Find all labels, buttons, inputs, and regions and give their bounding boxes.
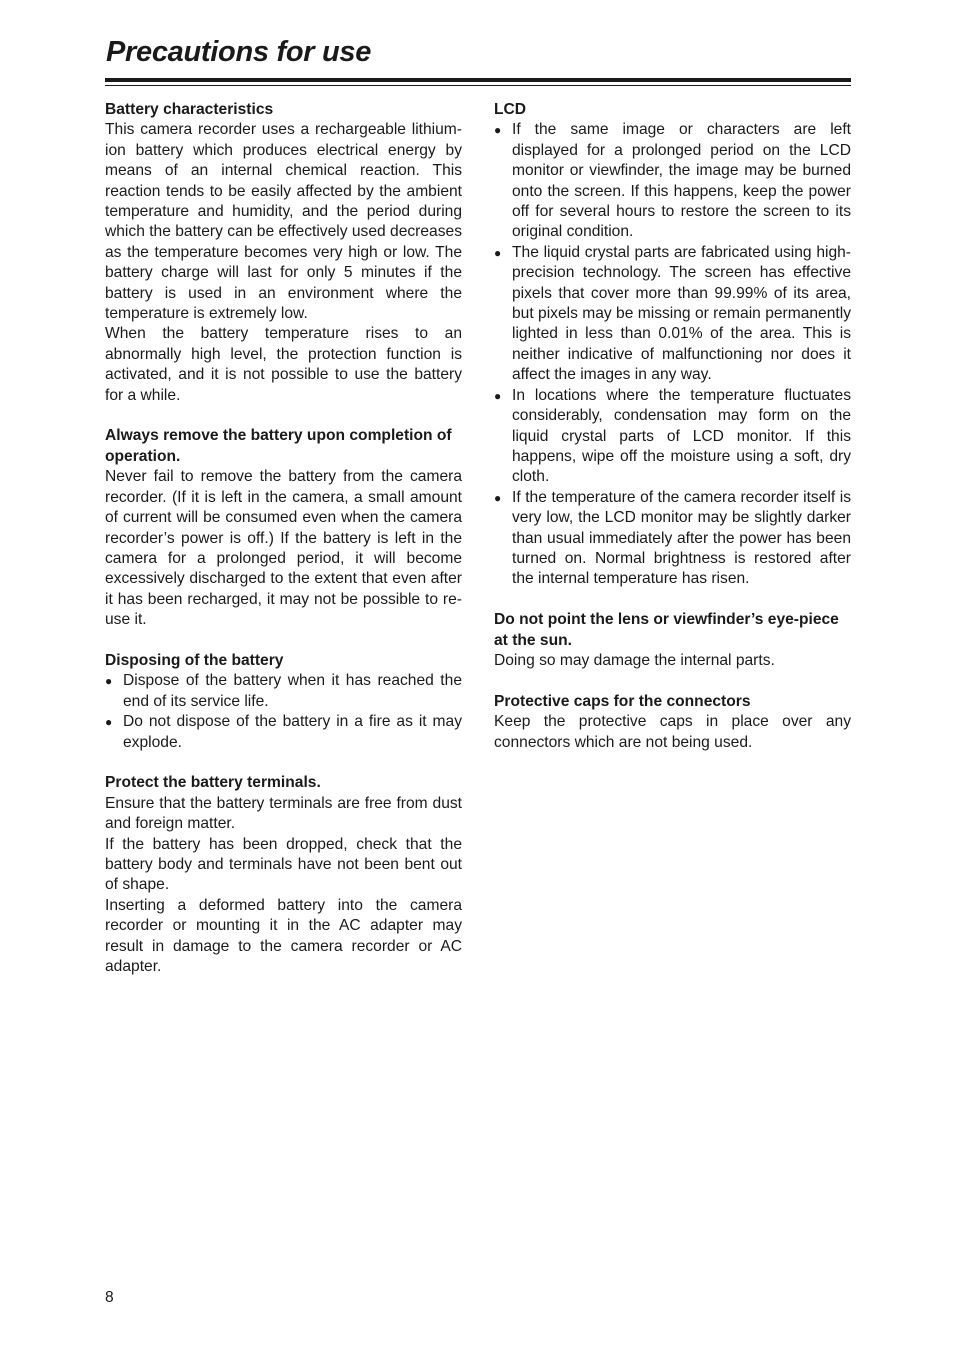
list-item — [494, 120, 851, 242]
right-column — [494, 100, 851, 773]
section-heading: Always remove the battery upon completion of operation. — [105, 427, 452, 465]
bullet-icon: ● — [494, 388, 502, 403]
list-item-text: If the same image or characters are left displayed for a prolonged period on the LCD monitor or viewfinder, the image may be burned onto the screen. If this happens, keep the power off for several hours to restore the screen to its original condition. — [512, 121, 851, 241]
list-item-text: If the temperature of the camera recorder itself is very low, the LCD monitor may be slightly darker than usual immediately after the power has been turned on. Normal brightness is restored after the internal temperature has risen. — [512, 488, 851, 588]
list-item-text: The liquid crystal parts are fabricated using high-precision technology. The screen has effective pixels that cover more than 99.99% of its area, but pixels may be missing or remain permanently lighted in less than 0.01% of the area. This is neither indicative of malfunctioning nor does it affect the images in any way. — [512, 243, 851, 384]
paragraph: Inserting a deformed battery into the camera recorder or mounting it in the AC adapter may result in damage to the camera recorder or AC adapter. — [105, 896, 462, 976]
section-remove-battery — [105, 426, 462, 630]
section-heading: LCD — [494, 101, 527, 118]
list-item — [494, 386, 851, 488]
bullet-icon: ● — [494, 123, 502, 138]
list-item-text: In locations where the temperature fluctuates considerably, condensation may form on the liquid crystal parts of LCD monitor. If this happens, wipe off the moisture using a soft, dry cloth. — [512, 386, 851, 486]
bullet-icon: ● — [494, 490, 502, 505]
paragraph: This camera recorder uses a rechargeable lithium-ion battery which produces electrical energy by means of an internal chemical reaction. This reaction tends to be easily affected by the ambient temperature and humidity, and the period during which the battery can be effectively used decreases as the temperature becomes very high or low. The battery charge will last for only 5 minutes if the battery is used in an environment where the temperature is extremely low. — [105, 121, 462, 323]
left-column — [105, 100, 462, 998]
section-heading: Protect the battery terminals. — [105, 774, 321, 792]
list-item-text: Dispose of the battery when it has reached the end of its service life. — [123, 672, 462, 710]
section-heading: Protective caps for the connectors — [494, 692, 751, 710]
section-lcd — [494, 100, 851, 590]
section-protect-terminals — [105, 773, 462, 977]
page-title: Precautions for use — [106, 36, 372, 68]
section-sun-warning — [494, 610, 851, 671]
list-item — [494, 488, 851, 590]
paragraph: If the battery has been dropped, check that the battery body and terminals have not been bent out of shape. — [105, 835, 462, 894]
title-rule-thin — [105, 85, 851, 86]
section-disposing-battery — [105, 651, 462, 753]
list-item-text: Do not dispose of the battery in a fire as it may explode. — [123, 713, 462, 751]
paragraph: Never fail to remove the battery from the camera recorder. (If it is left in the camera, a small amount of current will be consumed even when the camera recorder’s power is off.) If the battery is left in the camera for a prolonged period, it will become excessively discharged to the extent that even after it has been recharged, it may not be possible to re-use it. — [105, 468, 462, 629]
paragraph: Keep the protective caps in place over any connectors which are not being used. — [494, 713, 851, 751]
section-battery-characteristics — [105, 100, 462, 406]
paragraph: Ensure that the battery terminals are free from dust and foreign matter. — [105, 794, 462, 833]
list-item — [105, 671, 462, 712]
bullet-icon: ● — [494, 245, 502, 260]
list-item — [105, 712, 462, 753]
title-rule-thick — [105, 78, 851, 82]
page-number: 8 — [105, 1289, 114, 1306]
section-heading: Do not point the lens or viewfinder’s eye-piece at the sun. — [494, 611, 839, 649]
paragraph: When the battery temperature rises to an abnormally high level, the protection function is activated, and it is not possible to use the battery for a while. — [105, 325, 462, 404]
section-heading: Disposing of the battery — [105, 651, 284, 669]
section-heading: Battery characteristics — [105, 101, 274, 118]
bullet-icon: ● — [105, 674, 113, 689]
paragraph: Doing so may damage the internal parts. — [494, 651, 775, 669]
section-protective-caps — [494, 692, 851, 753]
list-item — [494, 243, 851, 386]
bullet-icon: ● — [105, 715, 113, 730]
